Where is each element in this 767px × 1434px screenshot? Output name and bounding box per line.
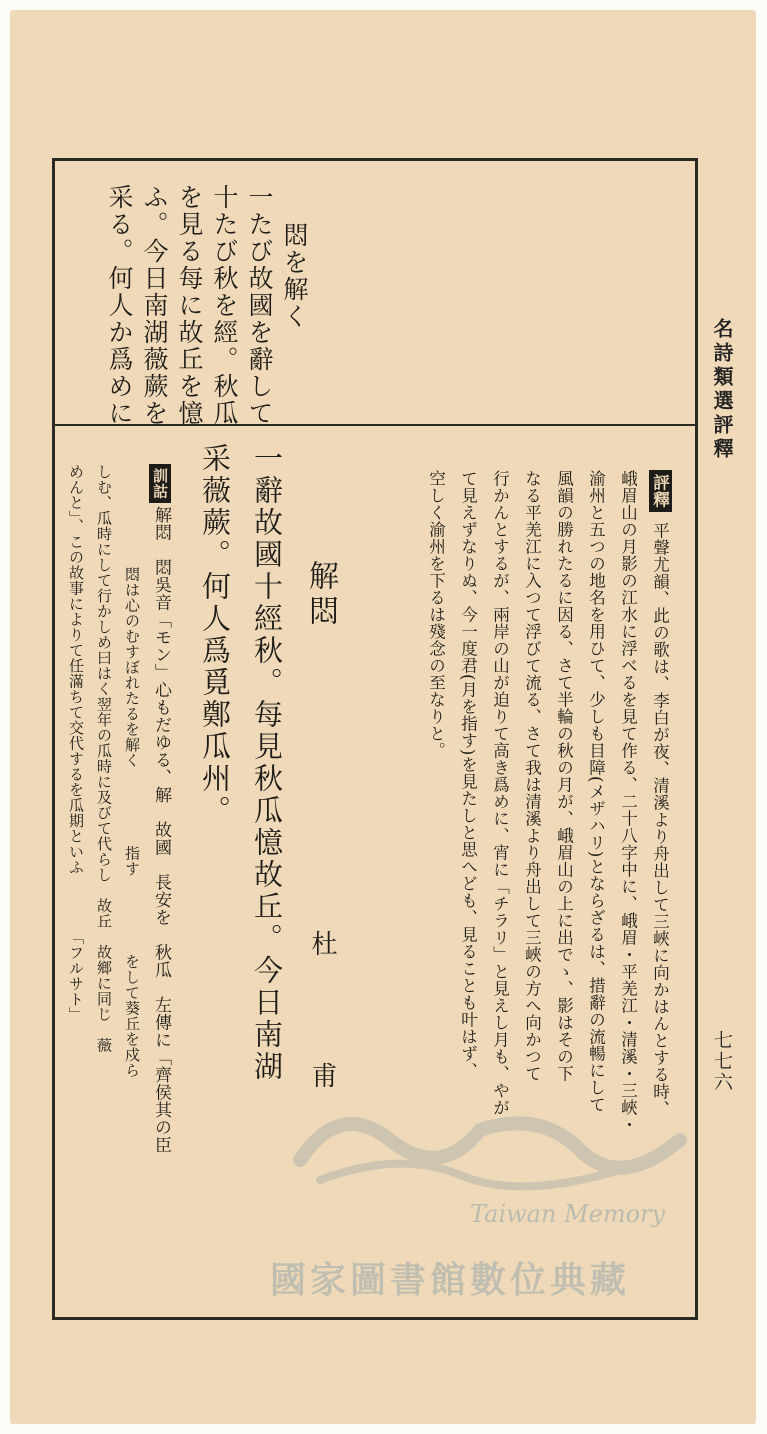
gloss-line-4: めんと」、この故事によりて任滿ちて交代するを瓜期といふ 「フルサト」 bbox=[67, 464, 85, 1023]
gloss-line-1: 解悶 悶吳音「モン」心もだゆる、解 故國 長安を 秋瓜 左傳に「齊侯其の臣 bbox=[151, 506, 171, 1154]
top-line-6: 采る。何人か爲めに bbox=[105, 184, 134, 427]
top-line-5: ふ。今日南湖薇蕨を bbox=[140, 184, 169, 427]
commentary-label-box: 評釋 bbox=[649, 470, 672, 512]
top-line-1: 悶を解く bbox=[280, 222, 309, 330]
top-line-2: 一たび故國を辭して bbox=[245, 184, 274, 427]
commentary-label bbox=[651, 470, 668, 512]
book-title: 名詩類選評釋 bbox=[710, 318, 734, 462]
poem-title: 解悶 bbox=[303, 560, 338, 630]
poem-line-2: 采薇蕨。何人爲覓鄭瓜州。 bbox=[198, 443, 232, 827]
top-line-4: を見る每に故丘を憶 bbox=[175, 184, 204, 427]
commentary-line-2: 峨眉山の月影の江水に浮べるを見て作る、二十八字中に、峨眉・平羌江・清溪・三峽・ bbox=[618, 470, 638, 1133]
watermark-text: 國家圖書館數位典藏 bbox=[270, 1259, 631, 1301]
commentary-line-1: 平聲尤韻、此の歌は、李白が夜、清溪より舟出して三峽に向かはんとする時、 bbox=[650, 522, 670, 1117]
gloss-line-3: しむ、瓜時にして行かしめ曰はく翌年の瓜時に及びて代らし 故丘 故鄉に同じ 薇 bbox=[95, 464, 113, 1053]
top-line-3: 十たび秋を經。秋瓜 bbox=[210, 184, 239, 427]
commentary-line-8: 空しく渝州を下るは殘念の至なりと。 bbox=[426, 470, 446, 759]
gloss-label-box: 訓詁 bbox=[149, 464, 171, 503]
watermark-english: Taiwan Memory bbox=[470, 1200, 666, 1228]
commentary-line-7: て見えずなりぬ、今一度君(月を指す)を見たしと思へども、見ることも叶はず、 bbox=[458, 470, 478, 1079]
commentary-line-3: 渝州と五つの地名を用ひて、少しも目障(メザハリ)とならざるは、措辭の流暢にして bbox=[586, 470, 606, 1113]
library-watermark-logo bbox=[280, 1080, 700, 1200]
commentary-line-4: 風韻の勝れたるに因る、さて半輪の秋の月が、峨眉山の上に出でゝ、影はその下 bbox=[554, 470, 574, 1082]
gloss-line-2: 悶は心のむすぼれたるを解く 指す をして葵丘を戍ら bbox=[123, 520, 141, 1078]
page-number: 七七六 bbox=[711, 1030, 733, 1093]
poem-author: 杜 甫 bbox=[307, 930, 337, 1128]
commentary-line-5: なる平羌江に入つて浮びて流る、さて我は清溪より舟出して三峽の方へ向かつて bbox=[522, 470, 542, 1082]
gloss-label bbox=[152, 464, 167, 503]
poem-line-1: 一辭故國十經秋。每見秋瓜憶故丘。今日南湖 bbox=[250, 443, 284, 1083]
commentary-line-6: 行かんとするが、兩岸の山が迫りて高き爲めに、宵に「チラリ」と見えし月も、やが bbox=[490, 470, 510, 1116]
